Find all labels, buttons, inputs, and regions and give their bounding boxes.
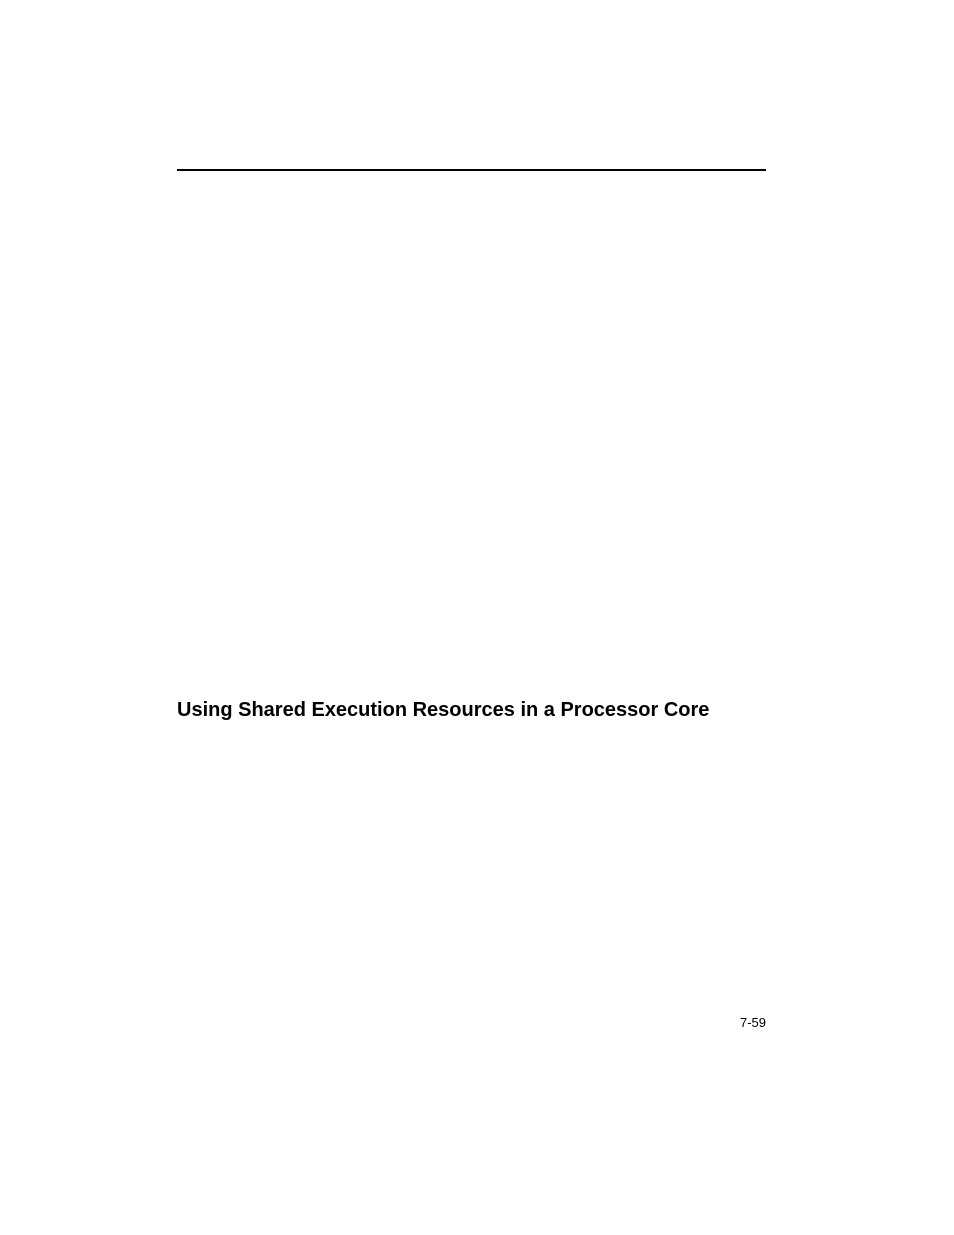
header-rule [177,169,766,171]
section-heading: Using Shared Execution Resources in a Processor Core [177,699,710,721]
page-number: 7-59 [739,1015,766,1030]
